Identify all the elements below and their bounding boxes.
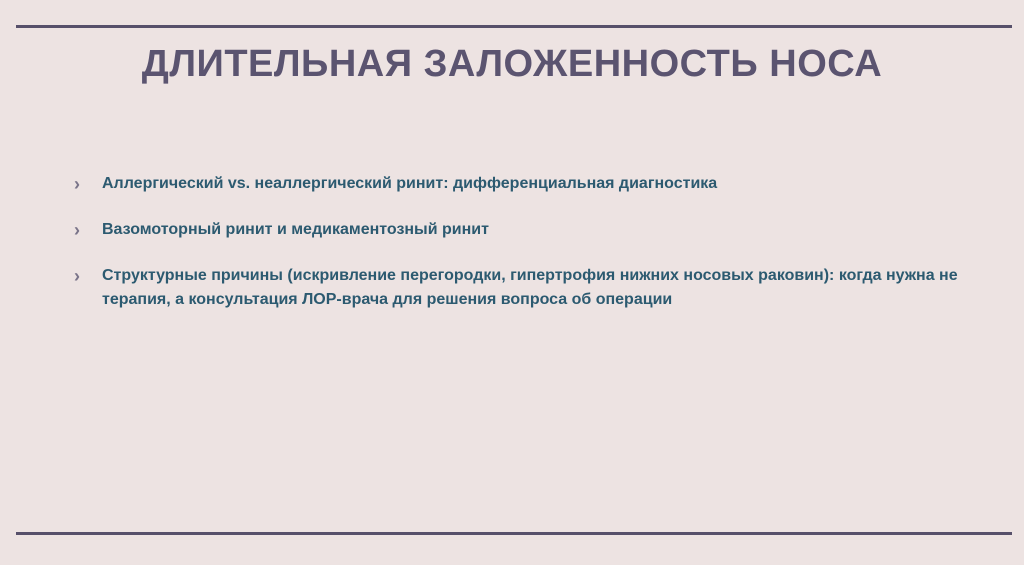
bullet-text: Структурные причины (искривление перегородки, гипертрофия нижних носовых раковин): когда нужна не терапия, а консультация ЛОР-врача для решения вопроса об операции [102, 267, 958, 308]
top-divider [16, 25, 1012, 28]
bullet-text: Аллергический vs. неаллергический ринит: дифференциальная диагностика [102, 175, 718, 192]
chevron-right-icon: › [74, 266, 80, 286]
bullet-text: Вазомоторный ринит и медикаментозный ринит [102, 221, 489, 238]
bullet-list [72, 172, 972, 334]
bullet-item [72, 218, 972, 242]
slide-title: ДЛИТЕЛЬНАЯ ЗАЛОЖЕННОСТЬ НОСА [141, 43, 883, 85]
bullet-item [72, 172, 972, 196]
chevron-right-icon: › [74, 174, 80, 194]
bottom-divider [16, 532, 1012, 535]
chevron-right-icon: › [74, 220, 80, 240]
bullet-item [72, 264, 972, 312]
